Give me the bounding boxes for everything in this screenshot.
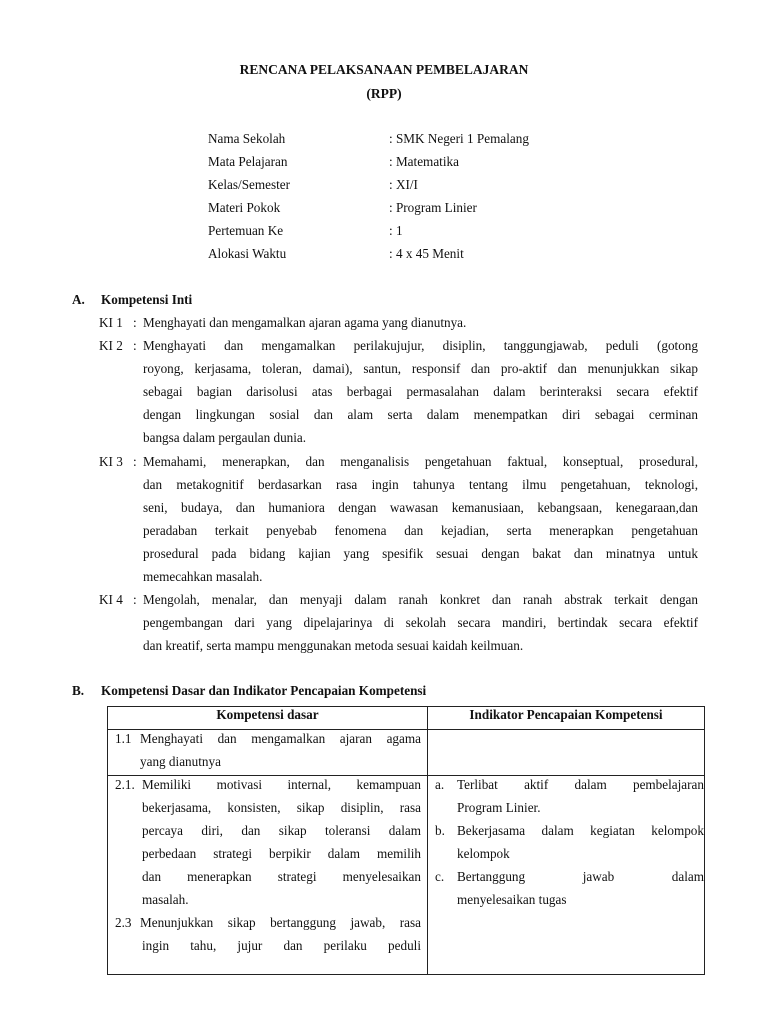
section-b-title: Kompetensi Dasar dan Indikator Pencapaian Kompetensi	[101, 683, 427, 698]
identity-label: Kelas/Semester	[208, 177, 291, 192]
indikator-text-line: Bertanggung jawab dalam	[457, 869, 704, 884]
ki-text-line: bangsa dalam pergaulan dunia.	[143, 430, 307, 445]
ki-code: KI 2	[99, 338, 123, 353]
kd-text-line: ingin tahu, jujur dan perilaku peduli	[142, 938, 421, 953]
kd-text-line: bekerjasama, konsisten, sikap disiplin, rasa	[142, 800, 421, 815]
table-row	[108, 776, 705, 975]
identity-value: : Matematika	[389, 154, 459, 169]
ki-text-line: royong, kerjasama, toleran, damai), santun, responsif dan pro-aktif dan menunjukkan sikap	[143, 361, 698, 376]
indikator-text-line: Terlibat aktif dalam pembelajaran	[457, 777, 704, 792]
ki-text-line: dan kreatif, serta mampu menggunakan metoda sesuai kaidah keilmuan.	[143, 638, 524, 653]
ki-colon: :	[133, 315, 137, 330]
ki-text-line: Menghayati dan mengamalkan ajaran agama yang dianutnya.	[143, 315, 467, 330]
ki-text-line: sebagai bagian darisolusi atas berbagai permasalahan dalam berinteraksi secara efektif	[143, 384, 698, 399]
identity-value: : 1	[389, 223, 403, 238]
indikator-text-line: Bekerjasama dalam kegiatan kelompok	[457, 823, 704, 838]
indikator-letter: b.	[435, 823, 445, 838]
kd-text-line: percaya diri, dan sikap toleransi dalam	[142, 823, 421, 838]
table-row	[108, 730, 705, 776]
page-title: RENCANA PELAKSANAAN PEMBELAJARAN	[239, 62, 529, 77]
kd-number: 1.1	[115, 731, 132, 746]
section-a-title: Kompetensi Inti	[101, 292, 193, 307]
ki-text-line: dan metakognitif berdasarkan rasa ingin tahunya tentang ilmu pengetahuan, teknologi,	[143, 477, 698, 492]
ki-text-line: seni, budaya, dan humaniora dengan wawasan kemanusiaan, kebangsaan, kenegaraan,dan	[143, 500, 698, 515]
indikator-text-line: kelompok	[457, 846, 510, 861]
ki-text-line: Memahami, menerapkan, dan menganalisis pengetahuan faktual, konseptual, prosedural,	[143, 454, 698, 469]
kd-text-line: Menghayati dan mengamalkan ajaran agama	[140, 731, 421, 746]
kompetensi-table	[107, 706, 705, 975]
kd-text-line: yang dianutnya	[140, 754, 221, 769]
identity-label: Nama Sekolah	[208, 131, 286, 146]
ki-text-line: prosedural pada bidang kajian yang spesifik sesuai dengan bakat dan minatnya untuk	[143, 546, 698, 561]
section-b-letter: B.	[72, 683, 85, 698]
identity-value: : XI/I	[389, 177, 418, 192]
identity-value: : Program Linier	[389, 200, 477, 215]
kd-text-line: perbedaan strategi berpikir dalam memilih	[142, 846, 421, 861]
identity-value: : SMK Negeri 1 Pemalang	[389, 131, 529, 146]
indikator-text-line: menyelesaikan tugas	[457, 892, 567, 907]
identity-label: Materi Pokok	[208, 200, 281, 215]
ki-text-line: memecahkan masalah.	[143, 569, 263, 584]
identity-label: Mata Pelajaran	[208, 154, 288, 169]
ki-colon: :	[133, 338, 137, 353]
ki-colon: :	[133, 592, 137, 607]
indikator-letter: c.	[435, 869, 445, 884]
kd-text-line: dan menerapkan strategi menyelesaikan	[142, 869, 421, 884]
indikator-letter: a.	[435, 777, 445, 792]
kd-text-line: masalah.	[142, 892, 189, 907]
identity-label: Pertemuan Ke	[208, 223, 284, 238]
indikator-text-line: Program Linier.	[457, 800, 541, 815]
kd-text-line: Memiliki motivasi internal, kemampuan	[142, 777, 421, 792]
ki-code: KI 1	[99, 315, 123, 330]
kd-number: 2.3	[115, 915, 132, 930]
ki-text-line: pengembangan dari yang dipelajarinya di sekolah secara mandiri, bertindak secara efektif	[143, 615, 698, 630]
ki-code: KI 3	[99, 454, 123, 469]
identity-label: Alokasi Waktu	[208, 246, 287, 261]
page-subtitle: (RPP)	[366, 86, 402, 101]
identity-value: : 4 x 45 Menit	[389, 246, 464, 261]
table-header-kd: Kompetensi dasar	[108, 707, 428, 730]
kd-text-line: Menunjukkan sikap bertanggung jawab, rasa	[140, 915, 421, 930]
ki-text-line: Menghayati dan mengamalkan perilakujujur, disiplin, tanggungjawab, peduli (gotong	[143, 338, 698, 353]
ki-code: KI 4	[99, 592, 123, 607]
ki-text-line: Mengolah, menalar, dan menyaji dalam ranah konkret dan ranah abstrak terkait dengan	[143, 592, 698, 607]
table-header-indikator: Indikator Pencapaian Kompetensi	[428, 707, 705, 730]
ki-colon: :	[133, 454, 137, 469]
kd-number: 2.1.	[115, 777, 135, 792]
ki-text-line: dengan lingkungan sosial dan alam serta dalam menempatkan diri sebagai cerminan	[143, 407, 698, 422]
section-a-letter: A.	[72, 292, 85, 307]
ki-text-line: peradaban terkait penyebab fenomena dan kejadian, serta menerapkan pengetahuan	[143, 523, 698, 538]
